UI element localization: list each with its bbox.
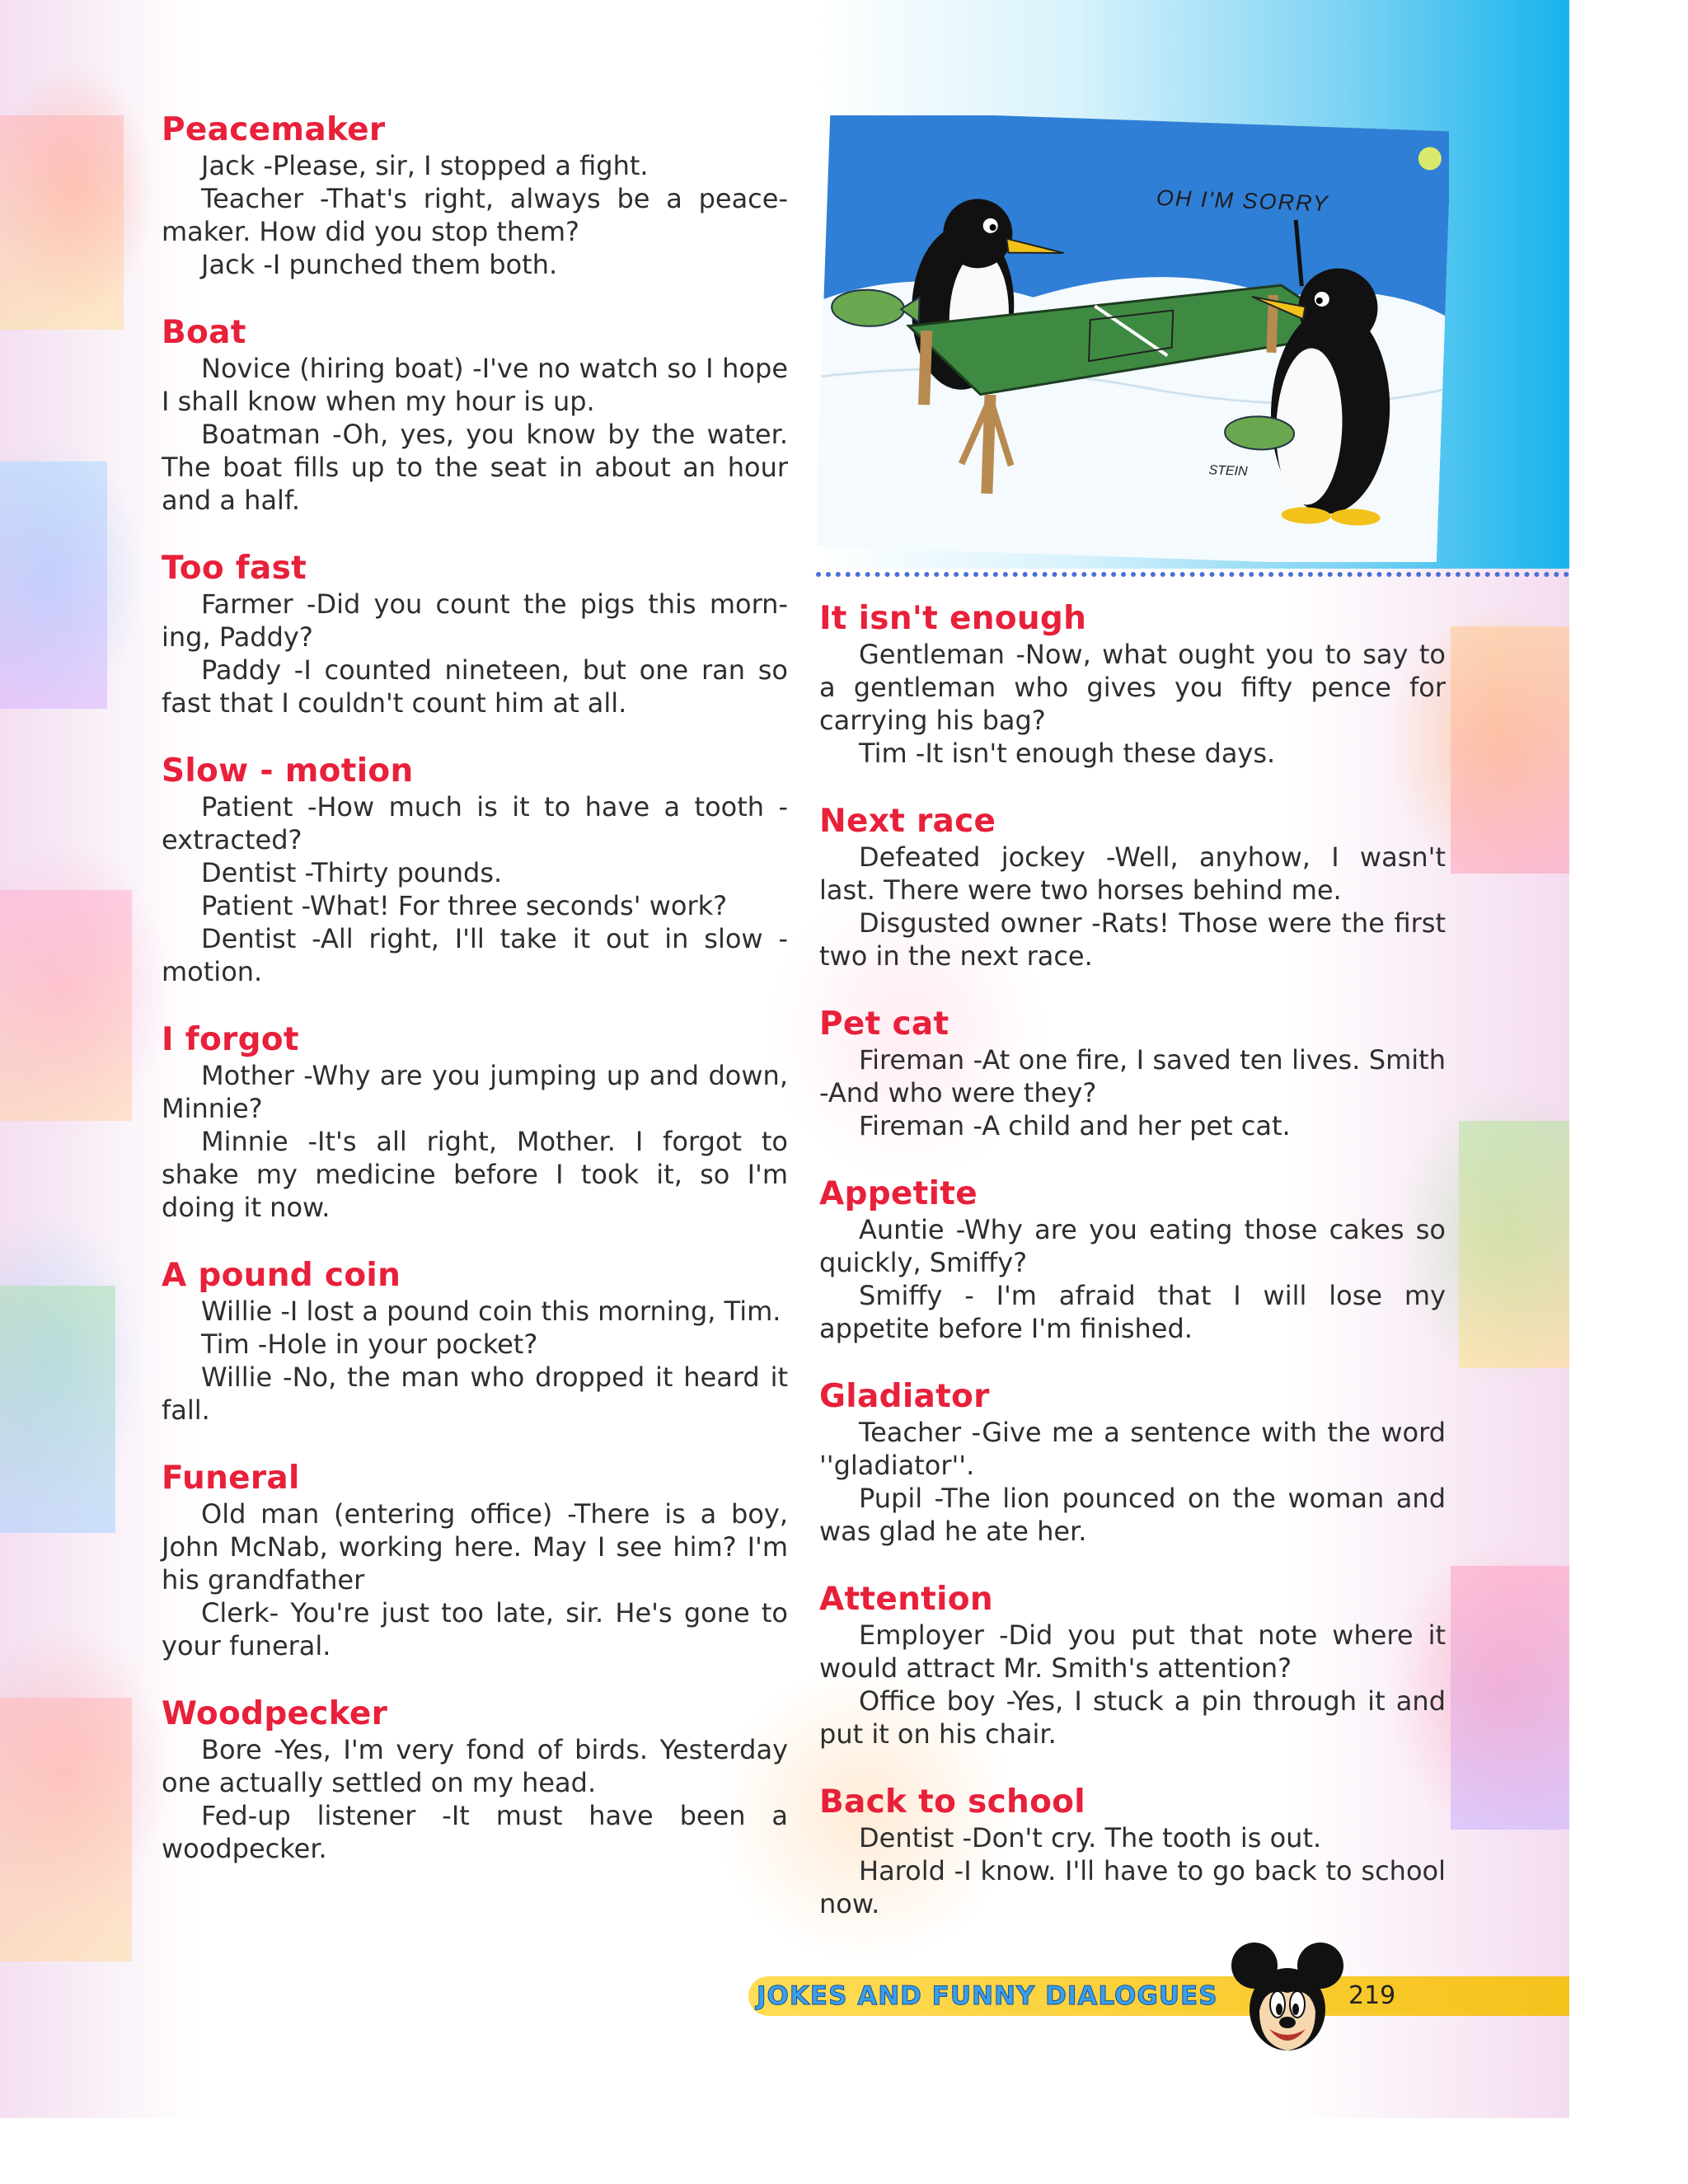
joke-title: Next race xyxy=(819,803,996,840)
paint-stroke xyxy=(1459,1121,1569,1368)
joke-block xyxy=(819,1581,1446,1750)
joke-block xyxy=(162,1460,788,1662)
joke-title: Funeral xyxy=(162,1460,300,1497)
dialogue-line: Novice (hiring boat) -I've no watch so I hope I shall know when my hour is up. xyxy=(162,353,788,417)
dialogue-line: Bore -Yes, I'm very fond of birds. Yesterday one actually settled on my head. xyxy=(162,1734,788,1798)
joke-block xyxy=(162,1695,788,1865)
joke-block xyxy=(162,1021,788,1224)
joke-block xyxy=(162,550,788,719)
right-column xyxy=(819,600,1446,1953)
dialogue-line: Dentist -All right, I'll take it out in slow - motion. xyxy=(162,923,788,987)
dialogue-line: Jack -Please, sir, I stopped a fight. xyxy=(201,150,649,181)
joke-title: A pound coin xyxy=(162,1257,401,1294)
joke-block xyxy=(162,1257,788,1427)
joke-title: Too fast xyxy=(162,550,307,587)
joke-block xyxy=(819,600,1446,770)
dialogue-line: Teacher -That's right, always be a peace-maker. How did you stop them? xyxy=(162,183,788,247)
paint-stroke xyxy=(0,115,124,330)
joke-block xyxy=(819,1005,1446,1142)
dialogue-line: Mother -Why are you jumping up and down, Minnie? xyxy=(162,1060,788,1124)
dialogue-line: Willie -No, the man who dropped it heard it fall. xyxy=(162,1361,788,1426)
dialogue-line: Teacher -Give me a sentence with the word ''gladiator''. xyxy=(819,1417,1446,1481)
joke-block xyxy=(162,752,788,988)
dialogue-line: Fireman -At one fire, I saved ten lives. Smith -And who were they? xyxy=(819,1044,1446,1108)
paint-stroke xyxy=(0,1698,132,1961)
joke-title: Boat xyxy=(162,314,246,351)
joke-block xyxy=(819,1175,1446,1345)
dialogue-line: Patient -What! For three seconds' work? xyxy=(201,890,728,921)
paint-stroke xyxy=(1451,626,1569,874)
dialogue-line: Farmer -Did you count the pigs this morn-ing, Paddy? xyxy=(162,588,788,653)
dialogue-line: Smiffy - I'm afraid that I will lose my appetite before I'm finished. xyxy=(819,1280,1446,1344)
dialogue-line: Office boy -Yes, I stuck a pin through it and put it on his chair. xyxy=(819,1685,1446,1750)
cartoon-illustration xyxy=(818,115,1449,562)
joke-title: Appetite xyxy=(819,1175,978,1212)
footer-title: JOKES AND FUNNY DIALOGUES xyxy=(757,1981,1218,2011)
mickey-mouse-icon xyxy=(1230,1937,1345,2060)
dialogue-line: Clerk- You're just too late, sir. He's gone to your funeral. xyxy=(162,1597,788,1661)
paint-stroke xyxy=(0,1286,115,1533)
joke-title: Woodpecker xyxy=(162,1695,388,1732)
joke-title: Peacemaker xyxy=(162,111,386,148)
joke-block xyxy=(819,1783,1446,1920)
paint-stroke xyxy=(1451,1566,1569,1830)
dialogue-line: Auntie -Why are you eating those cakes so quickly, Smiffy? xyxy=(819,1214,1446,1278)
dialogue-line: Minnie -It's all right, Mother. I forgot to shake my medicine before I took it, so I'm doing it now. xyxy=(162,1126,788,1223)
joke-title: Attention xyxy=(819,1581,993,1618)
joke-title: Slow - motion xyxy=(162,752,414,790)
dialogue-line: Harold -I know. I'll have to go back to school now. xyxy=(819,1855,1446,1919)
dialogue-line: Dentist -Thirty pounds. xyxy=(201,857,503,888)
joke-title: Pet cat xyxy=(819,1005,950,1043)
joke-title: Gladiator xyxy=(819,1378,990,1415)
dialogue-line: Patient -How much is it to have a tooth - extracted? xyxy=(162,791,788,855)
dialogue-line: Pupil -The lion pounced on the woman and was glad he ate her. xyxy=(819,1483,1446,1547)
dialogue-line: Willie -I lost a pound coin this morning, Tim. xyxy=(201,1296,781,1327)
dialogue-line: Old man (entering office) -There is a boy, John McNab, working here. May I see him? I'm his grandfather xyxy=(162,1498,788,1596)
joke-block xyxy=(819,1378,1446,1548)
dotted-divider xyxy=(816,572,1569,577)
joke-block xyxy=(162,314,788,517)
joke-block xyxy=(819,803,1446,972)
joke-title: It isn't enough xyxy=(819,600,1087,637)
dialogue-line: Defeated jockey -Well, anyhow, I wasn't last. There were two horses behind me. xyxy=(819,841,1446,906)
dialogue-line: Boatman -Oh, yes, you know by the water. The boat fills up to the seat in about an hour and a half. xyxy=(162,419,788,516)
speech-text: OH I'M SORRY xyxy=(1156,185,1330,217)
dialogue-line: Tim -It isn't enough these days. xyxy=(859,738,1276,769)
left-column xyxy=(162,111,788,1898)
dialogue-line: Fed-up listener -It must have been a woodpecker. xyxy=(162,1800,788,1864)
joke-title: I forgot xyxy=(162,1021,299,1058)
page-number: 219 xyxy=(1348,1981,1396,2010)
paint-stroke xyxy=(0,890,132,1121)
paint-stroke xyxy=(0,462,107,709)
dialogue-line: Disgusted owner -Rats! Those were the first two in the next race. xyxy=(819,907,1446,972)
dialogue-line: Tim -Hole in your pocket? xyxy=(201,1329,538,1360)
dialogue-line: Gentleman -Now, what ought you to say to a gentleman who gives you fifty pence for carrying his bag? xyxy=(819,639,1446,736)
signature: STEIN xyxy=(1208,463,1248,479)
dialogue-line: Paddy -I counted nineteen, but one ran so fast that I couldn't count him at all. xyxy=(162,654,788,719)
dialogue-line: Fireman -A child and her pet cat. xyxy=(859,1110,1291,1141)
joke-title: Back to school xyxy=(819,1783,1085,1821)
dialogue-line: Jack -I punched them both. xyxy=(201,249,558,280)
joke-block xyxy=(162,111,788,281)
dialogue-line: Employer -Did you put that note where it would attract Mr. Smith's attention? xyxy=(819,1619,1446,1684)
dialogue-line: Dentist -Don't cry. The tooth is out. xyxy=(859,1822,1322,1854)
